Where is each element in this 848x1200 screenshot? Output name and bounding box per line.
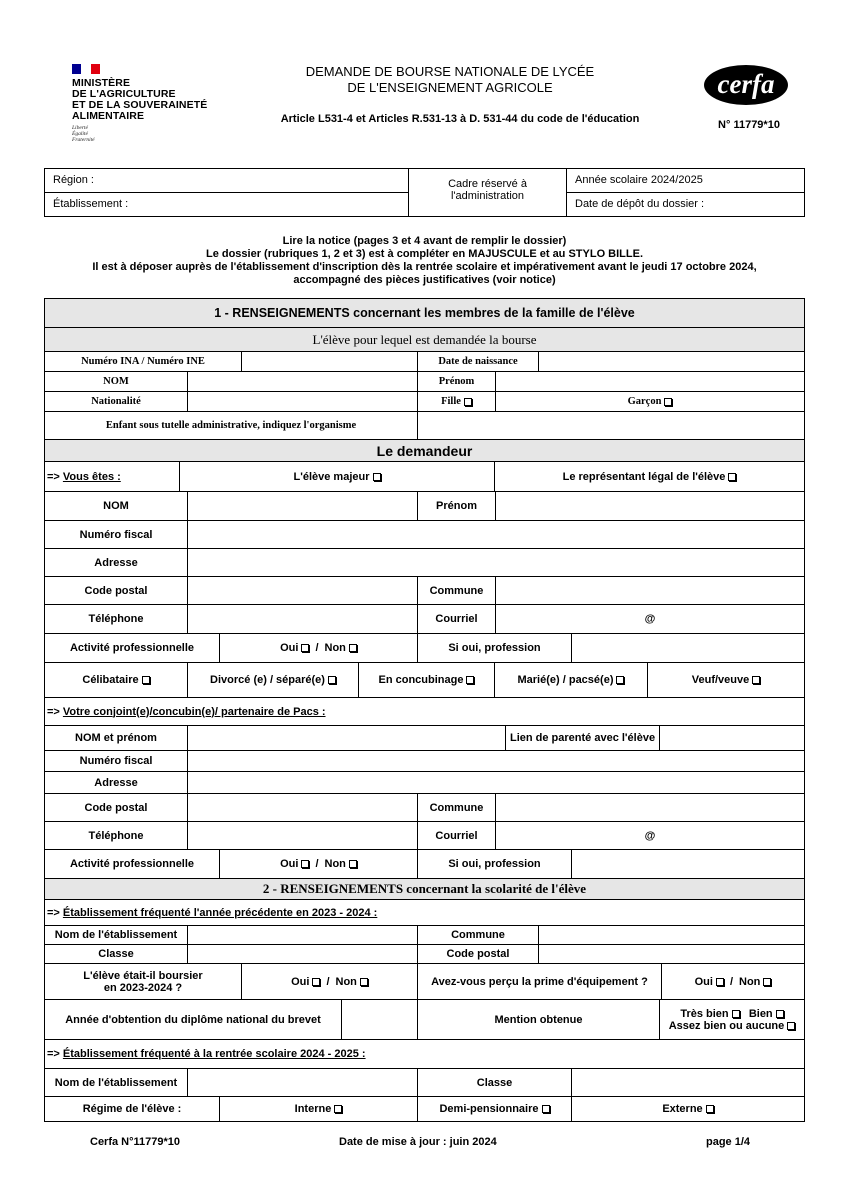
admin-reserved: Cadre réservé à l'administration xyxy=(448,178,527,202)
eleve-majeur-checkbox[interactable]: L'élève majeur xyxy=(179,462,494,491)
conjoint-adresse-input[interactable] xyxy=(187,772,804,793)
conjoint-fiscal-row: Numéro fiscal xyxy=(45,750,804,771)
eleve-ina-row: Numéro INA / Numéro INE Date de naissance xyxy=(45,351,804,371)
conjoint-courriel-input[interactable]: @ xyxy=(495,822,804,849)
french-flag-icon xyxy=(72,64,100,74)
conjoint-label-row: => Votre conjoint(e)/concubin(e)/ partenaire de Pacs : xyxy=(45,697,804,725)
checkbox-icon[interactable] xyxy=(716,978,724,986)
tutelle-input[interactable] xyxy=(417,412,804,439)
prev-school-name-row: Nom de l'établissement Commune xyxy=(45,925,804,944)
next-school-name-row: Nom de l'établissement Classe xyxy=(45,1068,804,1096)
checkbox-icon[interactable] xyxy=(349,644,357,652)
tutelle-row: Enfant sous tutelle administrative, indiquez l'organisme xyxy=(45,411,804,439)
deposit-date-field[interactable]: Date de dépôt du dossier : xyxy=(575,198,705,210)
demandeur-header: Le demandeur xyxy=(45,439,804,461)
republic-motto: Liberté Égalité Fraternité xyxy=(72,125,95,143)
checkbox-icon[interactable] xyxy=(664,398,672,406)
etablissement-field[interactable]: Établissement : xyxy=(53,198,129,210)
conjoint-activite-oui-non[interactable]: Oui / Non xyxy=(219,850,417,878)
prev-school-class-row: Classe Code postal xyxy=(45,944,804,963)
checkbox-icon[interactable] xyxy=(142,676,150,684)
cerfa-number: N° 11779*10 xyxy=(718,119,780,131)
birthdate-input[interactable] xyxy=(538,352,804,371)
prev-school-label-row: => Établissement fréquenté l'année précédente en 2023 - 2024 : xyxy=(45,899,804,925)
eleve-nationalite-row: Nationalité Fille Garçon xyxy=(45,391,804,411)
conjoint-tel-row: Téléphone Courriel @ xyxy=(45,821,804,849)
demandeur-commune-input[interactable] xyxy=(495,577,804,604)
demandeur-adresse-row: Adresse xyxy=(45,548,804,576)
cerfa-logo: cerfa xyxy=(704,65,788,105)
demandeur-profession-input[interactable] xyxy=(571,634,804,662)
boursier-oui-non[interactable]: Oui / Non xyxy=(241,964,417,999)
prev-school-commune-input[interactable] xyxy=(538,926,804,944)
conjoint-tel-input[interactable] xyxy=(187,822,417,849)
main-form xyxy=(44,298,805,1122)
prev-school-name-input[interactable] xyxy=(187,926,417,944)
checkbox-icon[interactable] xyxy=(752,676,760,684)
conjoint-commune-input[interactable] xyxy=(495,794,804,821)
ministry-name: MINISTÈRE DE L'AGRICULTURE ET DE LA SOUVERAINETÉ ALIMENTAIRE xyxy=(72,77,208,122)
conjoint-profession-input[interactable] xyxy=(571,850,804,878)
marie-checkbox[interactable]: Marié(e) / pacsé(e) xyxy=(494,663,647,697)
ministry-logo xyxy=(72,64,232,143)
next-school-label-row: => Établissement fréquenté à la rentrée scolaire 2024 - 2025 : xyxy=(45,1039,804,1068)
demandeur-prenom-input[interactable] xyxy=(495,492,804,520)
conjoint-adresse-row: Adresse xyxy=(45,771,804,793)
concubinage-checkbox[interactable]: En concubinage xyxy=(358,663,494,697)
checkbox-icon[interactable] xyxy=(466,676,474,684)
school-year: Année scolaire 2024/2025 xyxy=(575,174,703,186)
admin-table xyxy=(44,168,805,217)
ina-input[interactable] xyxy=(241,352,417,371)
checkbox-icon[interactable] xyxy=(763,978,771,986)
checkbox-icon[interactable] xyxy=(301,860,309,868)
checkbox-icon[interactable] xyxy=(787,1022,795,1030)
divorce-checkbox[interactable]: Divorcé (e) / séparé(e) xyxy=(187,663,358,697)
checkbox-icon[interactable] xyxy=(373,473,381,481)
situation-row xyxy=(45,662,804,697)
prev-class-input[interactable] xyxy=(187,945,417,963)
checkbox-icon[interactable] xyxy=(464,398,472,406)
veuf-checkbox[interactable]: Veuf/veuve xyxy=(647,663,804,697)
eleve-nom-input[interactable] xyxy=(187,372,417,391)
footer-cerfa: Cerfa N°11779*10 xyxy=(90,1136,181,1148)
demandeur-adresse-input[interactable] xyxy=(187,549,804,576)
checkbox-icon[interactable] xyxy=(732,1010,740,1018)
activite-oui-non[interactable]: Oui / Non xyxy=(219,634,417,662)
checkbox-icon[interactable] xyxy=(360,978,368,986)
conjoint-cp-input[interactable] xyxy=(187,794,417,821)
demandeur-fiscal-row: Numéro fiscal xyxy=(45,520,804,548)
demandeur-tel-row: Téléphone Courriel @ xyxy=(45,604,804,633)
checkbox-icon[interactable] xyxy=(328,676,336,684)
representant-checkbox[interactable]: Le représentant légal de l'élève xyxy=(494,462,804,491)
eleve-header: L'élève pour lequel est demandée la bourse xyxy=(45,327,804,351)
conjoint-nom-row: NOM et prénom Lien de parenté avec l'élève xyxy=(45,725,804,750)
checkbox-icon[interactable] xyxy=(616,676,624,684)
checkbox-icon[interactable] xyxy=(728,473,736,481)
interne-checkbox[interactable]: Interne xyxy=(219,1097,417,1121)
conjoint-cp-row: Code postal Commune xyxy=(45,793,804,821)
celibataire-checkbox[interactable]: Célibataire xyxy=(45,663,187,697)
checkbox-icon[interactable] xyxy=(542,1105,550,1113)
region-field[interactable]: Région : xyxy=(53,174,94,186)
form-title: DEMANDE DE BOURSE NATIONALE DE LYCÉE DE L'ENSEIGNEMENT AGRICOLE xyxy=(305,64,595,95)
garcon-checkbox[interactable]: Garçon xyxy=(495,392,804,411)
demandeur-fiscal-input[interactable] xyxy=(187,521,804,548)
checkbox-icon[interactable] xyxy=(776,1010,784,1018)
checkbox-icon[interactable] xyxy=(706,1105,714,1113)
conjoint-fiscal-input[interactable] xyxy=(187,751,804,771)
checkbox-icon[interactable] xyxy=(334,1105,342,1113)
eleve-nom-row: NOM Prénom xyxy=(45,371,804,391)
demandeur-tel-input[interactable] xyxy=(187,605,417,633)
next-school-name-input[interactable] xyxy=(187,1069,417,1096)
checkbox-icon[interactable] xyxy=(301,644,309,652)
demandeur-cp-row: Code postal Commune xyxy=(45,576,804,604)
instructions: Lire la notice (pages 3 et 4 avant de remplir le dossier) Le dossier (rubriques 1, 2 et 3) est à compléter en MAJUSCULE et au STYLO BILLE. Il est à déposer auprès de l'établissement d'inscription dès la rentrée scolaire et impérativement avant le jeudi 17 octobre 2024, accompagné des pièces justificatives (voir notice) xyxy=(92,235,757,286)
next-class-input[interactable] xyxy=(571,1069,804,1096)
footer-page: page 1/4 xyxy=(706,1136,751,1148)
brevet-year-input[interactable] xyxy=(341,1000,417,1039)
conjoint-nom-input[interactable] xyxy=(187,726,505,750)
demandeur-courriel-input[interactable]: @ xyxy=(495,605,804,633)
demandeur-nom-row: NOM Prénom xyxy=(45,491,804,520)
fille-checkbox[interactable]: Fille xyxy=(417,392,495,411)
prime-oui-non[interactable]: Oui / Non xyxy=(661,964,804,999)
checkbox-icon[interactable] xyxy=(312,978,320,986)
brevet-row: Année d'obtention du diplôme national du brevet Mention obtenue Très bien Bien Assez bien ou aucune xyxy=(45,999,804,1039)
demandeur-cp-input[interactable] xyxy=(187,577,417,604)
vous-etes-row: => Vous êtes : L'élève majeur Le représentant légal de l'élève xyxy=(45,461,804,491)
section1-header: 1 - RENSEIGNEMENTS concernant les membres de la famille de l'élève xyxy=(45,299,804,327)
demandeur-activite-row: Activité professionnelle Oui / Non Si oui, profession xyxy=(45,633,804,662)
conjoint-activite-row: Activité professionnelle Oui / Non Si oui, profession xyxy=(45,849,804,878)
boursier-row: L'élève était-il boursier en 2023-2024 ? Oui / Non Avez-vous perçu la prime d'équipement ? Oui / Non xyxy=(45,963,804,999)
lien-parente-input[interactable] xyxy=(659,726,804,750)
mention-options[interactable]: Très bien Bien Assez bien ou aucune xyxy=(659,1000,804,1039)
footer-date: Date de mise à jour : juin 2024 xyxy=(339,1136,497,1148)
checkbox-icon[interactable] xyxy=(349,860,357,868)
externe-checkbox[interactable]: Externe xyxy=(571,1097,804,1121)
nationalite-input[interactable] xyxy=(187,392,417,411)
demandeur-nom-input[interactable] xyxy=(187,492,417,520)
legal-articles: Article L531-4 et Articles R.531-13 à D. 531-44 du code de l'éducation xyxy=(280,113,640,125)
section2-header: 2 - RENSEIGNEMENTS concernant la scolarité de l'élève xyxy=(45,878,804,899)
prev-school-cp-input[interactable] xyxy=(538,945,804,963)
regime-row: Régime de l'élève : Interne Demi-pensionnaire Externe xyxy=(45,1096,804,1121)
demi-pensionnaire-checkbox[interactable]: Demi-pensionnaire xyxy=(417,1097,571,1121)
eleve-prenom-input[interactable] xyxy=(495,372,804,391)
